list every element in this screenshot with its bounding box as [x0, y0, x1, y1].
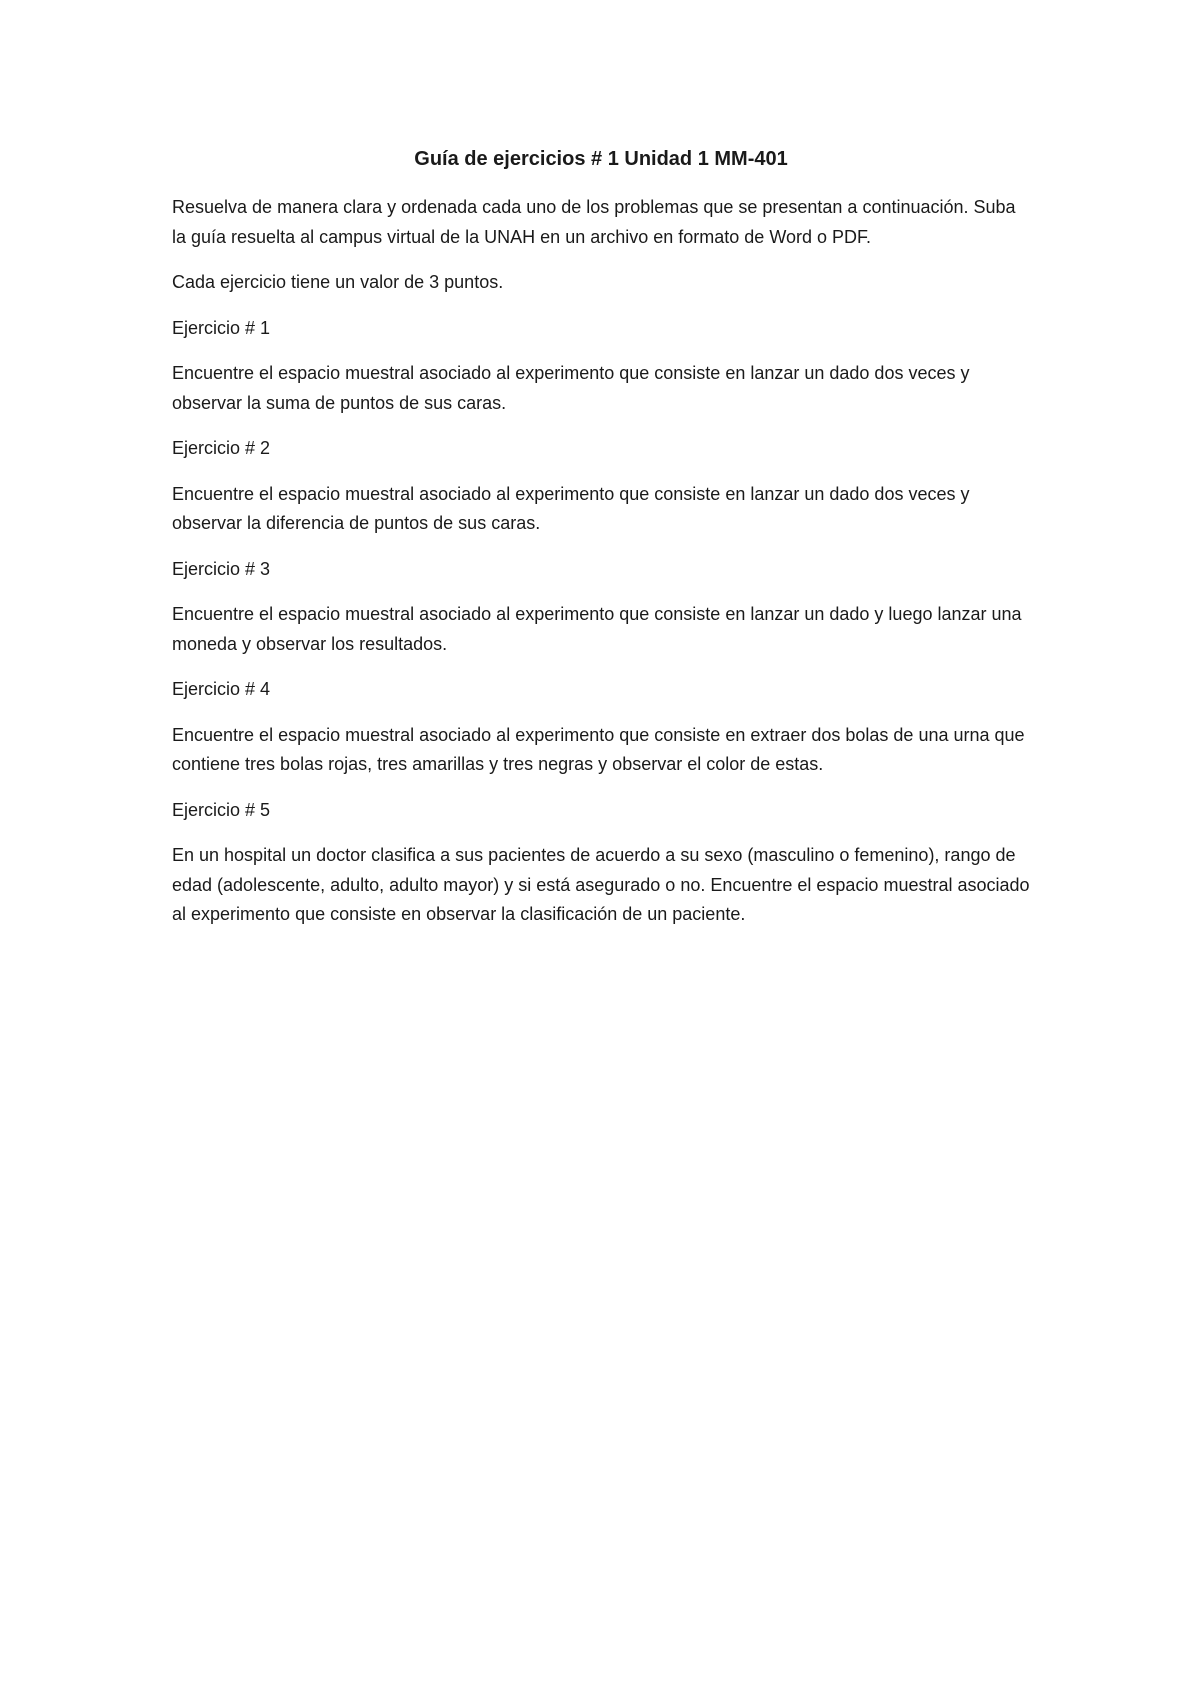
exercise-2-text: Encuentre el espacio muestral asociado al experimento que consiste en lanzar un dado dos veces y observar la diferencia de puntos de sus caras.: [172, 483, 970, 533]
exercise-2-heading: Ejercicio # 2: [172, 438, 271, 458]
exercise-3-text: Encuentre el espacio muestral asociado al experimento que consiste en lanzar un dado y luego lanzar una moneda y observar los resultados.: [172, 604, 1022, 654]
exercise-1-heading: Ejercicio # 1: [172, 317, 271, 338]
value-note: Cada ejercicio tiene un valor de 3 puntos.: [172, 272, 504, 292]
exercise-4-heading: Ejercicio # 4: [172, 679, 271, 699]
intro-paragraph: Resuelva de manera clara y ordenada cada uno de los problemas que se presentan a continuación. Suba la guía resuelta al campus virtual de la UNAH en un archivo en formato de Word o PDF.: [172, 197, 1016, 247]
exercise-1-text: Encuentre el espacio muestral asociado al experimento que consiste en lanzar un dado dos veces y observar la suma de puntos de sus caras.: [172, 363, 970, 413]
exercise-5-text: En un hospital un doctor clasifica a sus pacientes de acuerdo a su sexo (masculino o femenino), rango de edad (adolescente, adulto, adulto mayor) y si está asegurado o no. Encuentre el espacio muestral asociado al experimento que consiste en observar la clasificación de un paciente.: [172, 845, 1030, 924]
exercise-3-heading: Ejercicio # 3: [172, 558, 271, 579]
exercise-5-heading: Ejercicio # 5: [172, 799, 271, 820]
document-title: Guía de ejercicios # 1 Unidad 1 MM-401: [414, 148, 788, 170]
exercise-4-text: Encuentre el espacio muestral asociado al experimento que consiste en extraer dos bolas de una urna que contiene tres bolas rojas, tres amarillas y tres negras y observar el color de estas.: [172, 724, 1025, 774]
